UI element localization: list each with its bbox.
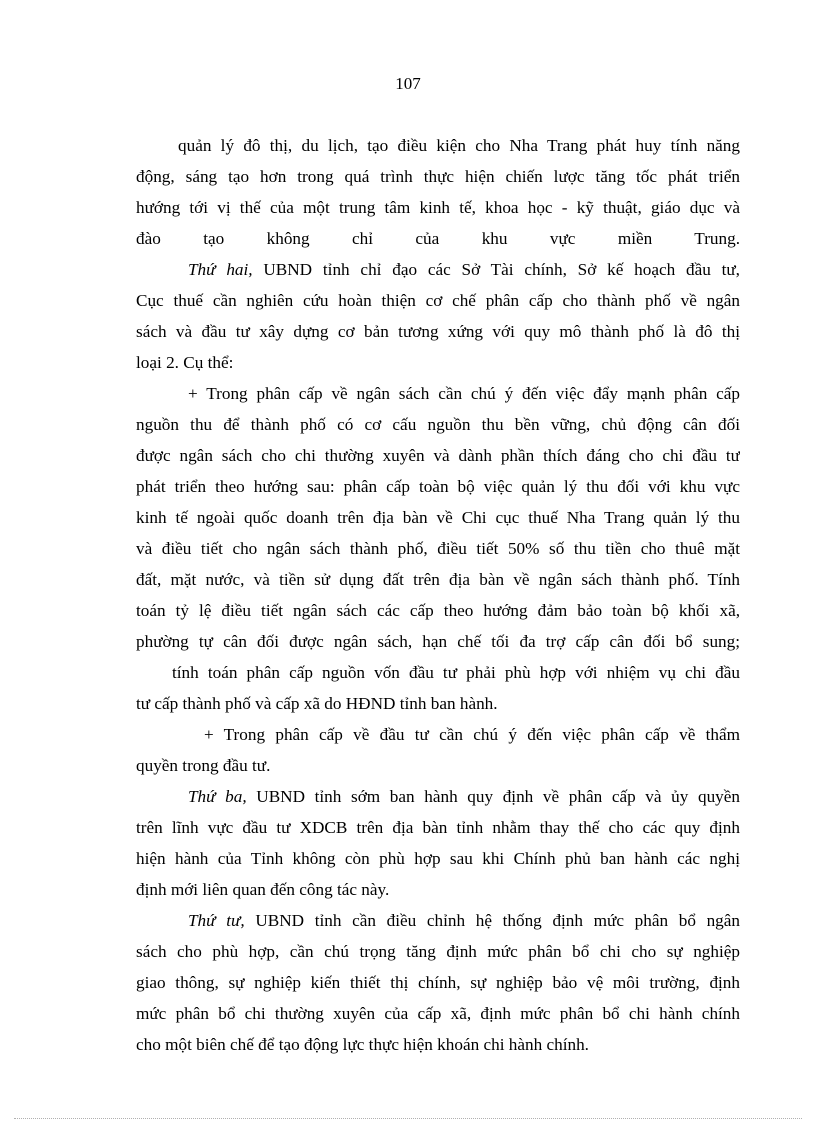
section-lead-in: Thứ hai, (188, 260, 253, 279)
line-text: sách và đầu tư xây dựng cơ bản tương xứng với quy mô thành phố là đô thị (136, 322, 740, 341)
line-text: đất, mặt nước, và tiền sử dụng đất trên địa bàn về ngân sách thành phố. Tính (136, 570, 740, 589)
line-text: mức phân bổ chi thường xuyên của cấp xã, định mức phân bổ chi hành chính (136, 1004, 740, 1023)
text-line (136, 781, 740, 812)
text-line (136, 192, 740, 223)
section-lead-in: Thứ tư, (188, 911, 245, 930)
text-line (136, 254, 740, 285)
text-line (136, 905, 740, 936)
line-text: và điều tiết cho ngân sách thành phố, điều tiết 50% số thu tiền cho thuê mặt (136, 539, 740, 558)
line-text: sách cho phù hợp, cần chú trọng tăng định mức phân bổ chi cho sự nghiệp (136, 942, 740, 961)
line-text: định mới liên quan đến công tác này. (136, 880, 390, 899)
line-text: cho một biên chế để tạo động lực thực hiện khoán chi hành chính. (136, 1035, 589, 1054)
line-text: giao thông, sự nghiệp kiến thiết thị chính, sự nghiệp bảo vệ môi trường, định (136, 973, 740, 992)
line-text: toán tỷ lệ điều tiết ngân sách các cấp theo hướng đảm bảo toàn bộ khối xã, (136, 601, 740, 620)
text-line (136, 502, 740, 533)
text-line (136, 750, 740, 781)
text-line (136, 657, 740, 688)
text-line (136, 471, 740, 502)
document-body (136, 130, 740, 1060)
text-line (136, 626, 740, 657)
text-line (136, 688, 740, 719)
section-lead-in: Thứ ba, (188, 787, 247, 806)
text-line (136, 719, 740, 750)
text-line (136, 1029, 740, 1060)
line-text: UBND tỉnh cần điều chỉnh hệ thống định mức phân bổ ngân (244, 911, 740, 930)
line-text: được ngân sách cho chi thường xuyên và dành phần thích đáng cho chi đầu tư (136, 446, 740, 465)
text-line (136, 843, 740, 874)
line-text: loại 2. Cụ thể: (136, 353, 234, 372)
line-text: trên lĩnh vực đầu tư XDCB trên địa bàn tỉnh nhằm thay thế cho các quy định (136, 818, 740, 837)
line-text: tính toán phân cấp nguồn vốn đầu tư phải phù hợp với nhiệm vụ chi đầu (172, 663, 740, 682)
text-line (136, 130, 740, 161)
line-text: + Trong phân cấp về ngân sách cần chú ý đến việc đẩy mạnh phân cấp (188, 384, 740, 403)
text-line (136, 223, 740, 254)
text-line (136, 595, 740, 626)
line-text: đào tạo không chỉ của khu vực miền Trung. (136, 229, 740, 248)
line-text: + Trong phân cấp về đầu tư cần chú ý đến việc phân cấp về thẩm (204, 725, 740, 744)
line-text: kinh tế ngoài quốc doanh trên địa bàn về Chi cục thuế Nha Trang quản lý thu (136, 508, 740, 527)
line-text: quản lý đô thị, du lịch, tạo điều kiện cho Nha Trang phát huy tính năng (178, 136, 740, 155)
page-bottom-divider (14, 1118, 802, 1119)
text-line (136, 812, 740, 843)
text-line (136, 998, 740, 1029)
text-line (136, 409, 740, 440)
text-line (136, 285, 740, 316)
line-text: phát triển theo hướng sau: phân cấp toàn bộ việc quản lý thu đối với khu vực (136, 477, 740, 496)
line-text: tư cấp thành phố và cấp xã do HĐND tỉnh ban hành. (136, 694, 498, 713)
text-line (136, 440, 740, 471)
line-text: động, sáng tạo hơn trong quá trình thực hiện chiến lược tăng tốc phát triển (136, 167, 740, 186)
text-line (136, 564, 740, 595)
line-text: UBND tỉnh chỉ đạo các Sở Tài chính, Sở kế hoạch đầu tư, (252, 260, 740, 279)
text-line (136, 967, 740, 998)
text-line (136, 378, 740, 409)
line-text: nguồn thu để thành phố có cơ cấu nguồn thu bền vững, chủ động cân đối (136, 415, 740, 434)
line-text: quyền trong đầu tư. (136, 756, 271, 775)
line-text: hiện hành của Tỉnh không còn phù hợp sau khi Chính phủ ban hành các nghị (136, 849, 740, 868)
text-line (136, 533, 740, 564)
page-number: 107 (395, 74, 421, 93)
line-text: Cục thuế cần nghiên cứu hoàn thiện cơ chế phân cấp cho thành phố về ngân (136, 291, 740, 310)
text-line (136, 874, 740, 905)
text-line (136, 936, 740, 967)
text-line (136, 161, 740, 192)
text-line (136, 347, 740, 378)
line-text: phường tự cân đối được ngân sách, hạn chế tối đa trợ cấp cân đối bổ sung; (136, 632, 740, 651)
text-line (136, 316, 740, 347)
line-text: hướng tới vị thế của một trung tâm kinh tế, khoa học - kỹ thuật, giáo dục và (136, 198, 740, 217)
line-text: UBND tỉnh sớm ban hành quy định về phân cấp và ủy quyền (246, 787, 740, 806)
